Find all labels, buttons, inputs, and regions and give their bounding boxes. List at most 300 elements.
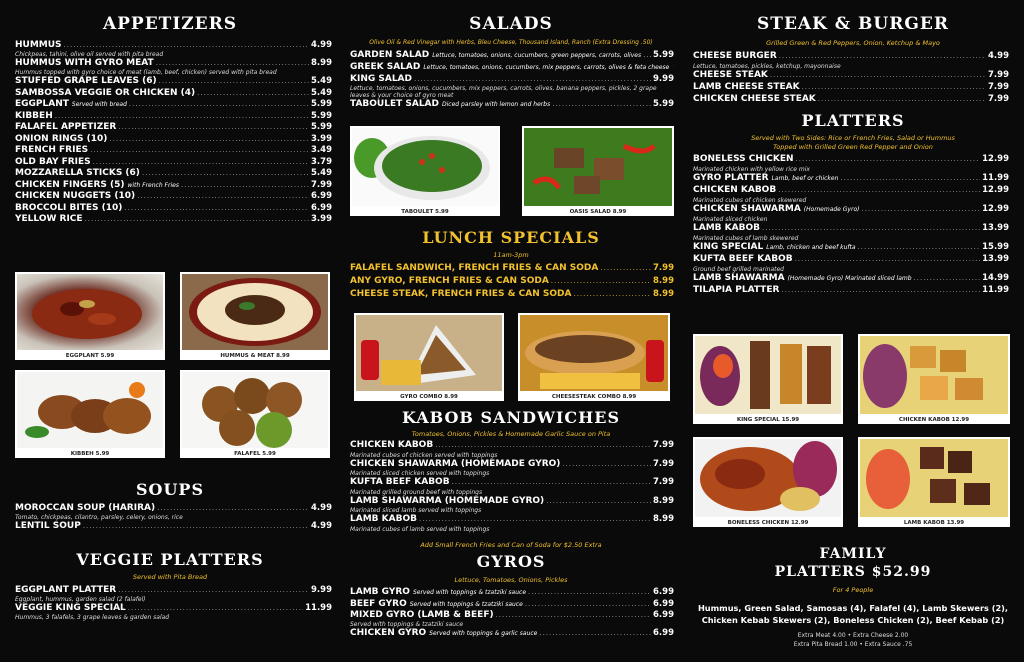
menu-item (15, 503, 332, 521)
menu-item-price: 14.99 (982, 273, 1009, 283)
menu-item-name: HUMMUS (15, 40, 62, 50)
photo-kibbeh (15, 370, 165, 458)
menu-item-price: 8.99 (653, 495, 674, 506)
menu-item (350, 62, 674, 74)
menu-item-name: FALAFEL APPETIZER (15, 122, 117, 132)
menu-item-price: 11.99 (982, 173, 1009, 183)
menu-item-price: 5.99 (653, 99, 674, 109)
platters-list (693, 154, 1009, 297)
menu-item-row (15, 157, 332, 169)
menu-item-row (15, 168, 332, 180)
menu-item-row (15, 214, 332, 226)
leader-dots (93, 158, 309, 166)
menu-item-description: Marinated cubes of lamb served with toppings (350, 525, 490, 533)
leader-dots (496, 611, 651, 619)
leader-dots (83, 522, 309, 530)
menu-item (15, 134, 332, 146)
menu-item-row (350, 514, 674, 526)
veggie-list (15, 585, 332, 621)
menu-item-price: 6.99 (311, 202, 332, 213)
photo-caption: KING SPECIAL 15.99 (736, 417, 800, 423)
menu-item-name: LAMB CHEESE STEAK (693, 82, 800, 92)
kabob-sandwiches-subtitle: Tomatoes, Onions, Pickles & Homemade Garlic Sauce on Pita (411, 430, 611, 438)
photo-taboulet (350, 126, 500, 216)
menu-item-description: Lettuce, tomatoes, onions, cucumbers, mix peppers, carrots, olives, banana peppers, pickles, 2 grape leaves & your choice of gyro meat (350, 85, 657, 99)
menu-item-price: 3.99 (311, 214, 332, 224)
menu-item-description: Lettuce, tomatoes, pickles, ketchup, mayonnaise (693, 63, 841, 70)
menu-item-name: CHICKEN NUGGETS (10) (15, 191, 136, 201)
photo-chicken-kabob (858, 334, 1010, 424)
menu-item-description: Ground beef grilled marinated (693, 266, 784, 273)
menu-item (350, 514, 674, 533)
menu-item-row (15, 99, 332, 111)
photo-caption: TABOULET 5.99 (401, 209, 449, 215)
menu-item-note: (Homemade Gyro) (803, 206, 860, 213)
menu-item-row (15, 122, 332, 134)
menu-item-row (15, 203, 332, 215)
photo-gyro-combo (354, 313, 504, 401)
menu-item-price: 6.99 (653, 610, 674, 620)
salads-title: SALADS (469, 14, 553, 34)
menu-item-name: KUFTA BEEF KABOB (350, 477, 450, 487)
menu-item-price: 12.99 (982, 204, 1009, 214)
menu-item-price: 7.99 (988, 70, 1009, 80)
menu-item-name: CHICKEN KABOB (350, 440, 434, 450)
menu-item-name: LAMB KABOB (350, 514, 417, 524)
menu-item-price: 5.49 (311, 168, 332, 178)
menu-item-price: 6.99 (653, 587, 674, 597)
menu-item (15, 168, 332, 180)
menu-item (15, 40, 332, 58)
menu-item-price: 5.99 (311, 122, 332, 132)
photo-caption: HUMMUS & MEAT 8.99 (220, 353, 290, 359)
menu-item-row (15, 585, 332, 596)
leader-dots (762, 224, 980, 232)
menu-item-row (350, 459, 674, 471)
menu-item-price: 8.99 (653, 514, 674, 524)
menu-item-price: 5.99 (311, 99, 332, 109)
leader-dots (914, 274, 981, 282)
photo-caption: CHEESESTEAK COMBO 8.99 (551, 394, 637, 400)
leader-dots (802, 83, 986, 91)
menu-item-name: LAMB GYRO (350, 587, 410, 597)
photo-lamb-kabob (858, 437, 1010, 527)
menu-item-price: 13.99 (982, 254, 1009, 264)
menu-item-price: 7.99 (988, 82, 1009, 92)
menu-item-description: Hummus, 3 falafels, 3 grape leaves & garden salad (15, 614, 170, 621)
soups-title: SOUPS (135, 480, 205, 499)
menu-item-row (693, 82, 1009, 94)
menu-item-name: HUMMUS WITH GYRO MEAT (15, 58, 154, 68)
menu-item-name: OLD BAY FRIES (15, 156, 91, 167)
menu-item-row (693, 273, 1009, 285)
leader-dots (858, 243, 981, 251)
menu-item (15, 203, 332, 215)
menu-item-price: 11.99 (982, 285, 1009, 295)
photo-falafel (180, 370, 330, 458)
steak-title: STEAK & BURGER (757, 14, 949, 34)
menu-item-name: KUFTA BEEF KABOB (693, 254, 793, 264)
leader-dots (181, 181, 309, 189)
menu-item-row (15, 88, 332, 100)
leader-dots (90, 146, 309, 154)
menu-item (15, 521, 332, 532)
leader-dots (452, 478, 651, 486)
leader-dots (795, 255, 981, 263)
menu-item-row (693, 285, 1009, 297)
menu-item-description: Marinated chicken with yellow rice mix (693, 166, 810, 173)
menu-item-price: 8.99 (311, 58, 332, 68)
leader-dots (118, 586, 309, 594)
leader-dots (156, 59, 309, 67)
leader-dots (159, 77, 309, 85)
menu-item-price: 6.99 (311, 191, 332, 201)
menu-item-price: 4.99 (311, 503, 332, 513)
menu-item-row (350, 477, 674, 489)
column-right (682, 0, 1024, 662)
menu-item-description: Marinated sliced chicken (693, 216, 768, 223)
menu-item-name: MOROCCAN SOUP (HARIRA) (15, 503, 156, 513)
menu-item-row (15, 603, 332, 614)
photo-king-special (693, 334, 843, 424)
platters-title: PLATTERS (801, 111, 905, 130)
menu-item-row (350, 599, 674, 611)
menu-item-name: YELLOW RICE (15, 214, 83, 224)
menu-item (693, 242, 1009, 254)
column-left (0, 0, 340, 662)
menu-item-price: 9.99 (653, 74, 674, 84)
menu-item-name: FRENCH FRIES (15, 145, 89, 155)
menu-item-price: 8.99 (653, 289, 674, 299)
veggie-subtitle: Served with Pita Bread (132, 573, 208, 581)
leader-dots (64, 41, 309, 49)
menu-item-name: ONION RINGS (10) (15, 133, 108, 144)
menu-item-row (15, 134, 332, 146)
leader-dots (796, 155, 981, 163)
menu-item-row (693, 242, 1009, 254)
menu-item-description: Marinated grilled ground beef with toppings (350, 488, 483, 496)
menu-item (693, 254, 1009, 273)
menu-item (15, 585, 332, 603)
steak-list (693, 51, 1009, 106)
leader-dots (124, 204, 309, 212)
menu-item-name: TILAPIA PLATTER (693, 285, 780, 295)
leader-dots (861, 205, 980, 213)
menu-item-price: 5.49 (311, 87, 332, 98)
menu-item (15, 191, 332, 203)
menu-item-name: FALAFEL SANDWICH, FRENCH FRIES & CAN SODA (350, 263, 599, 273)
lunch-subtitle: 11am-3pm (493, 251, 529, 259)
menu-item-price: 4.99 (311, 521, 332, 531)
menu-item-row (15, 40, 332, 52)
menu-item-row (15, 503, 332, 514)
menu-item-description: Marinated cubes of chicken skewered (693, 197, 807, 204)
menu-item-note: Served with toppings & tzatziki sauce (409, 600, 523, 608)
menu-item-description: Hummus topped with gyro choice of meat (lamb, beef, chicken) served with pita bread (15, 68, 277, 76)
menu-item-name: KING SPECIAL (693, 242, 764, 252)
menu-item-price: 7.99 (653, 440, 674, 450)
menu-item-name: CHICKEN GYRO (350, 628, 427, 638)
menu-item (15, 58, 332, 76)
menu-item (15, 76, 332, 88)
leader-dots (525, 600, 651, 608)
menu-item (350, 50, 674, 62)
menu-item (350, 496, 674, 515)
photo-caption: EGGPLANT 5.99 (65, 353, 115, 359)
photo-boneless-chicken (693, 437, 843, 527)
photo-caption: GYRO COMBO 8.99 (400, 394, 458, 400)
menu-item (15, 180, 332, 192)
menu-item (15, 122, 332, 134)
menu-item (350, 477, 674, 496)
menu-item-note: Served with toppings & tzatziki sauce (412, 589, 527, 596)
photo-cheesesteak-combo (518, 313, 670, 401)
menu-item-price: 4.99 (311, 40, 332, 50)
menu-item-description: Marinated cubes of chicken served with toppings (350, 451, 498, 459)
menu-item (693, 82, 1009, 94)
menu-item-row (350, 587, 674, 599)
menu-item-name: STUFFED GRAPE LEAVES (6) (15, 76, 157, 86)
menu-item-description: Served with toppings & tzatziki sauce (350, 620, 464, 628)
menu-item-price: 5.99 (311, 110, 332, 121)
menu-item-row (693, 223, 1009, 235)
menu-item-price: 5.49 (311, 76, 332, 86)
leader-dots (600, 264, 651, 272)
leader-dots (770, 71, 986, 79)
leader-dots (778, 186, 980, 194)
menu-item-price: 12.99 (982, 154, 1009, 164)
leader-dots (109, 135, 309, 143)
menu-item-row (350, 628, 674, 640)
family-extra-2: Extra Pita Bread 1.00 • Extra Sauce .75 (793, 641, 913, 648)
menu-item-name: MIXED GYRO (LAMB & BEEF) (350, 610, 494, 620)
leader-dots (840, 174, 980, 182)
leader-dots (414, 75, 651, 83)
menu-item-row (693, 94, 1009, 106)
menu-item-price: 15.99 (982, 242, 1009, 252)
menu-item-price: 7.99 (311, 179, 332, 190)
menu-item-row (350, 62, 674, 74)
soups-list (15, 503, 332, 532)
menu-item-price: 9.99 (311, 585, 332, 595)
menu-item (15, 111, 332, 123)
photo-caption: OASIS SALAD 8.99 (569, 209, 627, 215)
menu-item-price: 7.99 (653, 458, 674, 469)
menu-item-note: Diced parsley with lemon and herbs (442, 101, 551, 108)
menu-item-name: TABOULET SALAD (350, 99, 439, 109)
menu-item-price: 7.99 (988, 94, 1009, 104)
menu-item-name: CHEESE STEAK (693, 70, 768, 80)
menu-item-price: 6.99 (653, 628, 674, 638)
leader-dots (779, 52, 986, 60)
family-extra-1: Extra Meat 4.00 • Extra Cheese 2.00 (797, 632, 909, 639)
menu-item-name: CHICKEN SHAWARMA (693, 204, 801, 214)
menu-item-note: Lamb, beef or chicken (771, 175, 839, 182)
menu-item-row (350, 496, 674, 508)
menu-item-price: 11.99 (305, 603, 332, 613)
leader-dots (435, 441, 651, 449)
menu-item-row (693, 254, 1009, 266)
menu-item-price: 7.99 (653, 477, 674, 487)
menu-item (693, 70, 1009, 82)
menu-item-row (693, 70, 1009, 82)
menu-item-price: 4.99 (988, 51, 1009, 61)
leader-dots (419, 515, 651, 523)
leader-dots (539, 629, 651, 637)
menu-item-name: GARDEN SALAD (350, 50, 430, 60)
leader-dots (528, 588, 651, 596)
menu-item-row (693, 204, 1009, 216)
menu-item-description: Marinated sliced lamb served with toppings (350, 507, 482, 514)
menu-item-name: CHEESE BURGER (693, 51, 777, 61)
menu-item-row (693, 185, 1009, 197)
photo-oasis-salad (522, 126, 674, 216)
menu-item (15, 157, 332, 169)
menu-item-row (15, 76, 332, 88)
menu-item-name: CHICKEN SHAWARMA (HOMEMADE GYRO) (350, 458, 561, 469)
menu-item-price: 3.79 (311, 156, 332, 167)
menu-item-row (693, 51, 1009, 63)
platters-subtitle-1: Served with Two Sides: Rice or French Fries, Salad or Hummus (751, 134, 955, 142)
menu-item (350, 263, 674, 276)
menu-item-note: Lamb, chicken and beef kufta (766, 244, 856, 251)
menu-item-row (350, 50, 674, 62)
menu-item (350, 587, 674, 599)
menu-item-name: CHICKEN KABOB (693, 185, 777, 195)
leader-dots (142, 169, 309, 177)
menu-item-row (350, 276, 674, 289)
menu-item-name: LAMB KABOB (693, 223, 760, 233)
leader-dots (118, 123, 309, 131)
menu-item-row (15, 145, 332, 157)
appetizers-title: APPETIZERS (102, 14, 238, 34)
kabob-sandwiches-title: KABOB SANDWICHES (401, 408, 621, 427)
gyros-list (350, 587, 674, 640)
menu-item (350, 459, 674, 478)
menu-item-name: BEEF GYRO (350, 598, 407, 609)
menu-item-row (15, 58, 332, 70)
menu-item-row (350, 610, 674, 622)
lunch-title: LUNCH SPECIALS (422, 228, 600, 247)
menu-item (693, 173, 1009, 185)
leader-dots (85, 215, 309, 223)
leader-dots (137, 192, 309, 200)
gyros-title: GYROS (476, 552, 546, 571)
menu-item (15, 603, 332, 621)
leader-dots (55, 112, 309, 120)
menu-item-price: 12.99 (982, 185, 1009, 195)
family-subtitle: For 4 People (832, 586, 874, 594)
column-middle (340, 0, 682, 662)
menu-item-row (350, 263, 674, 276)
menu-item-name: LAMB SHAWARMA (HOMEMADE GYRO) (350, 495, 545, 506)
menu-item (350, 289, 674, 302)
leader-dots (552, 100, 651, 108)
menu-item (693, 285, 1009, 297)
menu-item (693, 185, 1009, 204)
menu-item-name: GREEK SALAD (350, 62, 421, 72)
menu-item-note: with French Fries (127, 181, 179, 189)
menu-item-row (350, 99, 674, 111)
menu-item (15, 145, 332, 157)
photo-eggplant (15, 272, 165, 360)
photo-caption: FALAFEL 5.99 (234, 451, 276, 457)
photo-caption: KIBBEH 5.99 (70, 451, 110, 457)
leader-dots (546, 497, 651, 505)
menu-item-row (350, 440, 674, 452)
menu-item-row (15, 191, 332, 203)
menu-item-row (15, 111, 332, 123)
menu-item-note: Served with bread (71, 101, 127, 108)
menu-item (693, 154, 1009, 173)
menu-item-description: Tomato, chickpeas, cilantro, parsley, celery, onions, rice (15, 514, 183, 521)
photo-caption: CHICKEN KABOB 12.99 (898, 417, 970, 423)
photo-hummus-meat (180, 272, 330, 360)
menu-item-price: 3.49 (311, 145, 332, 155)
veggie-title: VEGGIE PLATTERS (76, 550, 264, 569)
menu-item-description: Marinated sliced chicken served with toppings (350, 470, 490, 477)
menu-item-name: VEGGIE KING SPECIAL (15, 603, 126, 613)
family-contents-1: Hummus, Green Salad, Samosas (4), Falafel (4), Lamb Skewers (2), (697, 603, 1009, 613)
menu-item (350, 610, 674, 628)
menu-item (693, 273, 1009, 285)
menu-item (15, 88, 332, 100)
menu-item (350, 599, 674, 611)
menu-item-name: MOZZARELLA STICKS (6) (15, 168, 140, 178)
menu-item-row (693, 154, 1009, 166)
menu-item-name: CHICKEN CHEESE STEAK (693, 94, 816, 104)
menu-item (350, 99, 674, 111)
menu-item-name: KIBBEH (15, 110, 53, 121)
menu-item (350, 276, 674, 289)
leader-dots (643, 51, 651, 59)
menu-item-name: LENTIL SOUP (15, 521, 81, 531)
menu-item-description: Marinated cubes of lamb skewered (693, 235, 799, 242)
menu-item (350, 440, 674, 459)
menu-item-name: GYRO PLATTER (693, 173, 769, 183)
leader-dots (551, 277, 651, 285)
gyros-subtitle: Lettuce, Tomatoes, Onions, Pickles (454, 576, 568, 584)
menu-item (693, 94, 1009, 106)
menu-item-name: KING SALAD (350, 74, 412, 84)
menu-item-note: Lettuce, tomatoes, onions, cucumbers, mix peppers, carrots, olives & feta cheese (423, 64, 670, 71)
menu-item-description: Eggplant, hummus, garden salad (2 falafel) (15, 596, 146, 603)
leader-dots (781, 286, 980, 294)
leader-dots (129, 100, 309, 108)
menu-item (15, 214, 332, 226)
leader-dots (157, 504, 309, 512)
salads-subtitle: Olive Oil & Red Vinegar with Herbs, Bleu Cheese, Thousand Island, Ranch (Extra Dressing .50) (369, 39, 653, 46)
menu-item-row (15, 521, 332, 532)
menu-item-price: 8.99 (653, 276, 674, 286)
menu-item-note: Lettuce, tomatoes, onions, cucumbers, green peppers, carrots, olives (432, 52, 642, 59)
menu-item (693, 51, 1009, 70)
menu-item-name: LAMB SHAWARMA (693, 273, 785, 283)
menu-item-note: (Homemade Gyro) Marinated sliced lamb (787, 275, 912, 282)
menu-item-price: 3.99 (311, 133, 332, 144)
menu-item (15, 99, 332, 111)
menu-item-price: 13.99 (982, 223, 1009, 233)
menu-item-name: EGGPLANT (15, 99, 69, 109)
leader-dots (128, 604, 303, 612)
menu-item-name: CHEESE STEAK, FRENCH FRIES & CAN SODA (350, 289, 572, 299)
menu-item-price: 5.99 (653, 50, 674, 60)
menu-item-name: BONELESS CHICKEN (693, 154, 794, 164)
menu-item (693, 204, 1009, 223)
platters-subtitle-2: Topped with Grilled Green Red Pepper and Onion (773, 143, 933, 151)
menu-item-price: 6.99 (653, 598, 674, 609)
appetizers-list (15, 40, 332, 226)
